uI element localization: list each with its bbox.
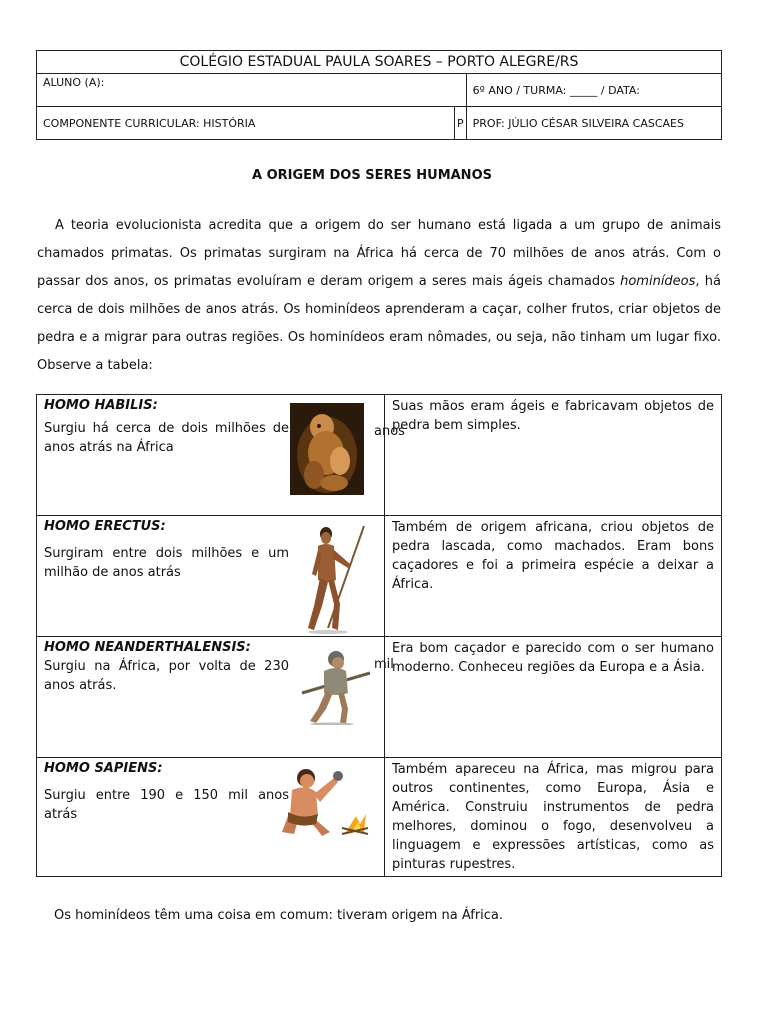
- species-detail: Também apareceu na África, mas migrou para outros continentes, como Europa, Ásia e América. Construiu instrumentos de pedra melhores, dominou o fogo, desenvolveu a linguagem e expressões artísticas, como as pinturas rupestres.: [392, 762, 714, 872]
- homo-habilis-image: [290, 403, 364, 495]
- species-origin: Surgiu há cerca de dois milhões de anos atrás na África: [44, 421, 289, 455]
- p-mark: P: [455, 107, 467, 140]
- header-table: [36, 50, 722, 140]
- species-table: [36, 394, 722, 877]
- intro-italic-term: hominídeos: [620, 274, 696, 289]
- intro-text-1: A teoria evolucionista acredita que a origem do ser humano está ligada a um grupo de animais chamados primatas. Os primatas surgiram na África há cerca de 70 milhões de anos atrás. Com o passar dos anos, os primatas evoluíram e deram origem a seres mais ágeis chamados: [37, 218, 721, 289]
- species-cell: [37, 516, 385, 637]
- species-cell: [37, 395, 405, 516]
- species-origin: Surgiram entre dois milhões e um milhão de anos atrás: [44, 546, 289, 580]
- intro-text-2: , há cerca de dois milhões de anos atrás. Os hominídeos aprenderam a caçar, colher frutos, criar objetos de pedra e a migrar para outras regiões. Os hominídeos eram nômades, ou seja, não tinham um lugar fixo. Observe a tabela:: [37, 274, 721, 373]
- table-row: [37, 758, 722, 877]
- homo-neanderthalensis-image: [296, 647, 372, 725]
- species-name: HOMO NEANDERTHALENSIS:: [44, 640, 251, 655]
- class-date-field: 6º ANO / TURMA: _____ / DATA:: [466, 74, 721, 107]
- species-detail: Era bom caçador e parecido com o ser humano moderno. Conheceu regiões da Europa e a Ásia.: [392, 641, 714, 675]
- student-field: ALUNO (A):: [37, 74, 467, 107]
- species-detail: Suas mãos eram ágeis e fabricavam objetos de pedra bem simples.: [392, 399, 714, 433]
- table-row: [37, 637, 722, 758]
- table-row: [37, 395, 722, 516]
- overflow-text: anos: [374, 424, 405, 439]
- table-row: [37, 516, 722, 637]
- species-detail-cell: [385, 758, 722, 877]
- footer-note: Os hominídeos têm uma coisa em comum: tiveram origem na África.: [54, 908, 504, 923]
- species-name: HOMO ERECTUS:: [44, 519, 166, 534]
- species-detail-cell: [385, 395, 722, 516]
- subject-field: COMPONENTE CURRICULAR: HISTÓRIA: [37, 107, 455, 140]
- overflow-text: mil: [374, 657, 394, 672]
- species-name: HOMO HABILIS:: [44, 398, 158, 413]
- intro-paragraph: [37, 212, 721, 380]
- homo-sapiens-image: [276, 766, 372, 838]
- species-detail-cell: [385, 516, 722, 637]
- teacher-field: PROF: JÚLIO CÉSAR SILVEIRA CASCAES: [466, 107, 721, 140]
- species-origin: Surgiu entre 190 e 150 mil anos atrás: [44, 788, 289, 822]
- school-name: COLÉGIO ESTADUAL PAULA SOARES – PORTO ALEGRE/RS: [37, 51, 722, 74]
- species-name: HOMO SAPIENS:: [44, 761, 163, 776]
- species-cell: [37, 758, 385, 877]
- species-cell: [37, 637, 394, 758]
- species-detail-cell: [385, 637, 722, 758]
- homo-erectus-image: [298, 524, 370, 634]
- species-origin: Surgiu na África, por volta de 230 anos atrás.: [44, 659, 289, 693]
- document-title: A ORIGEM DOS SERES HUMANOS: [252, 168, 492, 183]
- species-detail: Também de origem africana, criou objetos de pedra lascada, como machados. Eram bons caçadores e foi a primeira espécie a deixar a África.: [392, 520, 714, 592]
